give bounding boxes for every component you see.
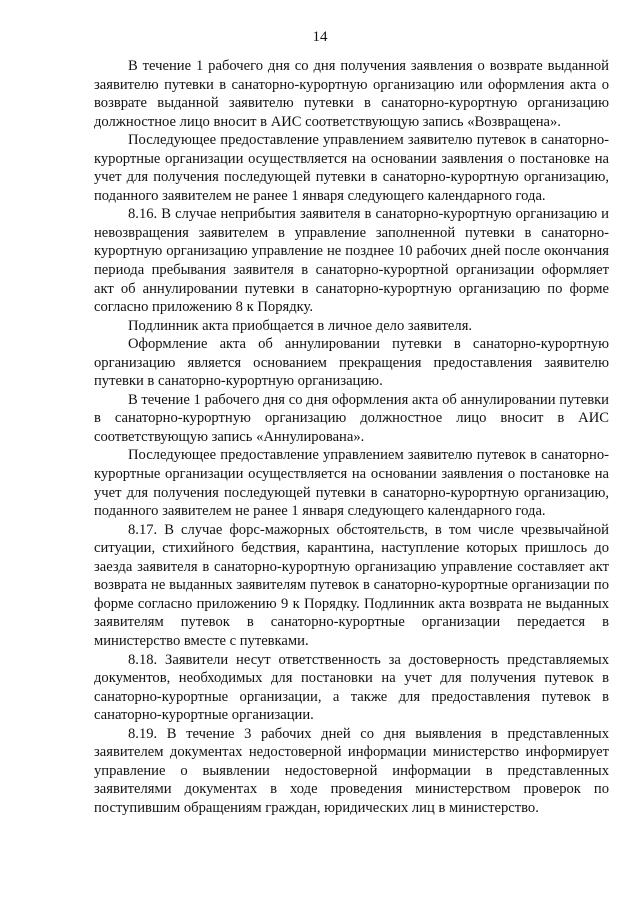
paragraph-subsequent-provision-1: Последующее предоставление управлением заявителю путевок в санаторно-курортные организации осуществляется на основании заявления о постановке на учет для получения последующей путевки в санаторно-курортную организацию, поданного заявителем не ранее 1 января следующего календарного года. xyxy=(94,132,609,204)
document-body xyxy=(94,57,609,817)
paragraph-8-18: 8.18. Заявители несут ответственность за достоверность представляемых документов, необходимых для постановки на учет для получения путевок в санаторно-курортные организации, а также для предоставления путевок в санаторно-курортные организации. xyxy=(94,651,609,724)
page-number: 14 xyxy=(312,29,328,45)
paragraph-8-19: 8.19. В течение 3 рабочих дней со дня выявления в представленных заявителем документах недостоверной информации министерство информирует управление о выявлении недостоверной информации в представленных заявителями документах в ходе проведения министерством проверок по поступившим обращениям граждан, юридических лиц в министерство. xyxy=(94,725,609,816)
paragraph-annulment-basis: Оформление акта об аннулировании путевки в санаторно-курортную организацию является основанием прекращения предоставления заявителю путевки в санаторно-курортную организацию. xyxy=(94,336,609,390)
paragraph-subsequent-provision-2: Последующее предоставление управлением заявителю путевок в санаторно-курортные организации осуществляется на основании заявления о постановке на учет для получения последующей путевки в санаторно-курортную организацию, поданного заявителем не ранее 1 января следующего календарного года. xyxy=(94,447,609,520)
paragraph-annulled-record: В течение 1 рабочего дня со дня оформления акта об аннулировании путевки в санаторно-курортную организацию должностное лицо вносит в АИС соответствующую запись «Аннулирована». xyxy=(94,391,609,445)
paragraph-original-act: Подлинник акта приобщается в личное дело заявителя. xyxy=(128,317,473,334)
paragraph-8-17: 8.17. В случае форс-мажорных обстоятельств, в том числе чрезвычайной ситуации, стихийного бедствия, карантина, наступление которых пришлось до заезда заявителя в санаторно-курортную организацию управление составляет акт возврата не выданных заявителям путевок в санаторно-курортные организации по форме согласно приложению 9 к Порядку. Подлинник акта возврата не выданных заявителям путевок в санаторно-курортные организации передается в министерство вместе с путевками. xyxy=(94,521,609,649)
paragraph-8-16: 8.16. В случае неприбытия заявителя в санаторно-курортную организацию и невозвращения заявителем в управление заполненной путевки в санаторно-курортную организацию управление не позднее 10 рабочих дней после окончания периода пребывания заявителя в санаторно-курортной организации оформляет акт об аннулировании путевки в санаторно-курортную организацию по форме согласно приложению 8 к Порядку. xyxy=(94,206,609,316)
paragraph-return-record: В течение 1 рабочего дня со дня получения заявления о возврате выданной заявителю путевки в санаторно-курортную организацию или оформления акта о возврате выданной заявителю путевки в санаторно-курортную организацию должностное лицо вносит в АИС соответствующую запись «Возвращена». xyxy=(94,58,609,130)
